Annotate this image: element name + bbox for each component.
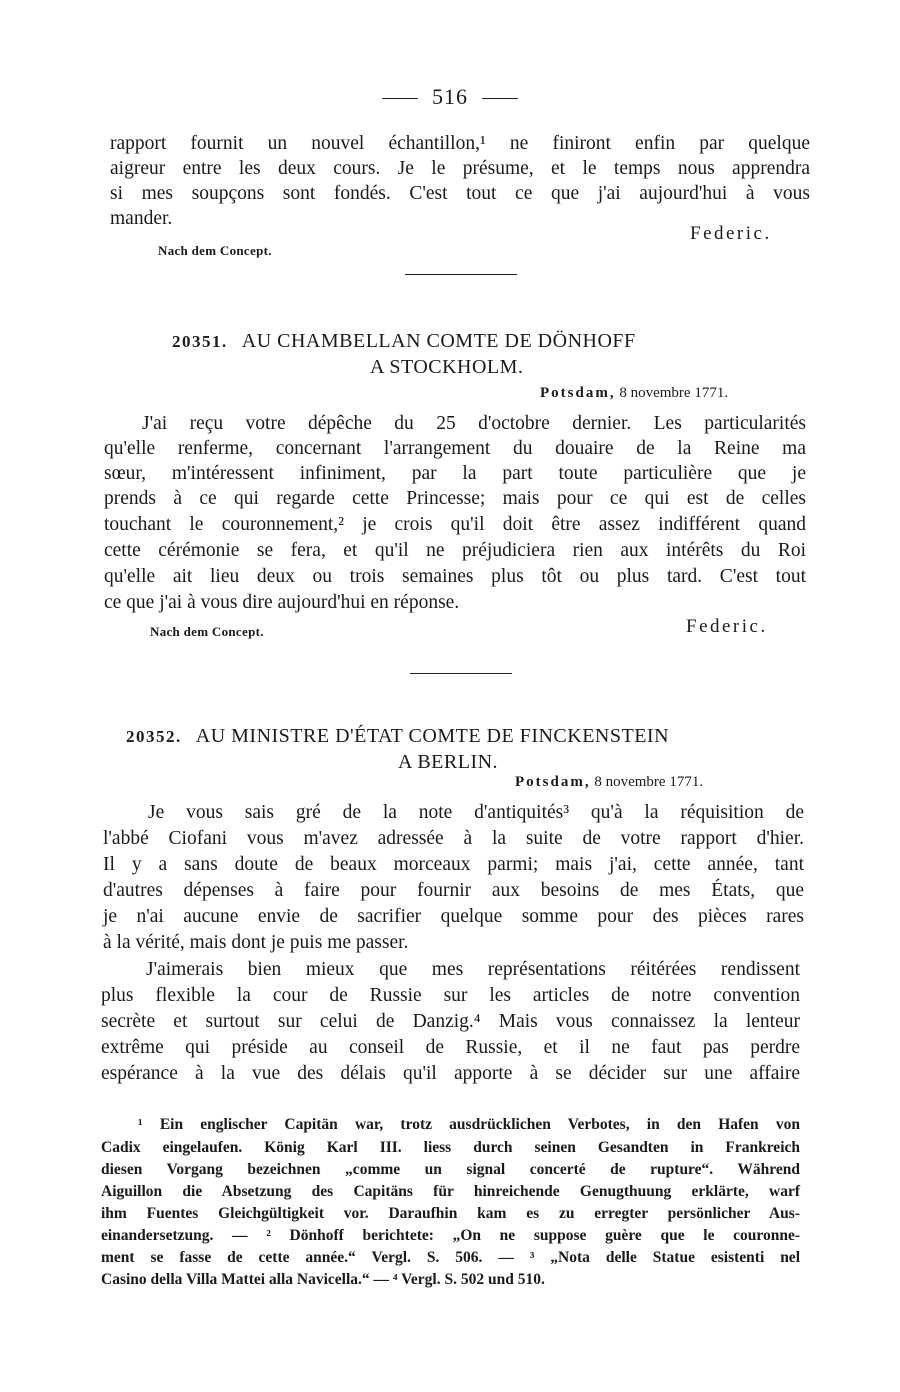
- text-line: ce que j'ai à vous dire aujourd'hui en réponse.: [104, 592, 460, 613]
- letter-number: 20351.: [172, 332, 228, 351]
- signature: Federic.: [686, 616, 768, 637]
- text-line: Il y a sans doute de beaux morceaux parmi; mais j'ai, cette année, tant: [103, 854, 804, 875]
- left-dash: [382, 98, 418, 99]
- date-place: Potsdam,: [515, 774, 591, 790]
- footnote-line: ment se fasse de cette année.“ Vergl. S. 506. — ³ „Nota delle Statue esistenti nel: [101, 1249, 800, 1266]
- text-line: mander.: [110, 208, 173, 229]
- footnote-line: ihm Fuentes Gleichgültigkeit vor. Daraufhin kam es zu erregter persönlicher Aus-: [101, 1205, 800, 1222]
- text-line: secrète et surtout sur celui de Danzig.⁴ Mais vous connaissez la lenteur: [101, 1011, 800, 1032]
- date-place: Potsdam,: [540, 385, 616, 401]
- letter-addressee: AU MINISTRE D'ÉTAT COMTE DE FINCKENSTEIN: [195, 725, 670, 747]
- footnote-line: diesen Vorgang bezeichnen „comme un signal concerté de rupture“. Während: [101, 1161, 800, 1178]
- footnote-line: ¹ Ein englischer Capitän war, trotz ausdrücklichen Verbotes, in den Hafen von: [138, 1116, 800, 1133]
- text-line: je n'ai aucune envie de sacrifier quelque somme pour des pièces rares: [103, 906, 804, 927]
- date-text: 8 novembre 1771.: [594, 774, 704, 790]
- letter-number: 20352.: [126, 727, 182, 746]
- text-line: sœur, m'intéressent infiniment, par la part toute particulière que je: [104, 463, 806, 484]
- source-note: Nach dem Concept.: [158, 243, 272, 258]
- letter-heading: [172, 330, 636, 353]
- text-line: si mes soupçons sont fondés. C'est tout ce que j'ai aujourd'hui à vous: [110, 183, 810, 204]
- letter-destination: A BERLIN.: [398, 751, 499, 773]
- page-number: 516: [432, 84, 468, 109]
- section-divider: [405, 274, 517, 275]
- dateline: [540, 385, 728, 402]
- text-line: aigreur entre les deux cours. Je le présume, et le temps nous apprendra: [110, 158, 810, 179]
- dateline: [515, 774, 703, 791]
- text-line: l'abbé Ciofani vous m'avez adressée à la suite de votre rapport d'hier.: [103, 828, 804, 849]
- text-line: qu'elle renferme, concernant l'arrangement du douaire de la Reine ma: [104, 438, 806, 459]
- text-line: Je vous sais gré de la note d'antiquités³ qu'à la réquisition de: [148, 802, 804, 823]
- letter-destination: A STOCKHOLM.: [370, 356, 524, 378]
- text-line: espérance à la vue des délais qu'il apporte à se décider sur une affaire: [101, 1063, 800, 1084]
- text-line: prends à ce qui regarde cette Princesse; mais pour ce qui est de celles: [104, 488, 806, 509]
- text-line: cette cérémonie se fera, et qu'il ne préjudiciera rien aux intérêts du Roi: [104, 540, 806, 561]
- footnote-line: Cadix eingelaufen. König Karl III. liess durch seinen Gesandten in Frankreich: [101, 1139, 800, 1156]
- section-divider: [410, 673, 512, 674]
- footnote-line: einandersetzung. — ² Dönhoff berichtete: „On ne suppose guère que le couronne-: [101, 1227, 800, 1244]
- footnote-line: Casino della Villa Mattei alla Navicella.“ — ⁴ Vergl. S. 502 und 510.: [101, 1271, 545, 1288]
- text-line: qu'elle ait lieu deux ou trois semaines plus tôt ou plus tard. C'est tout: [104, 566, 806, 587]
- text-line: J'ai reçu votre dépêche du 25 d'octobre dernier. Les particularités: [142, 413, 806, 434]
- source-note: Nach dem Concept.: [150, 624, 264, 639]
- letter-heading: [126, 725, 669, 748]
- text-line: à la vérité, mais dont je puis me passer.: [103, 932, 409, 953]
- running-head: [0, 84, 900, 110]
- text-line: rapport fournit un nouvel échantillon,¹ ne finiront enfin par quelque: [110, 133, 810, 154]
- right-dash: [482, 98, 518, 99]
- signature: Federic.: [690, 223, 772, 244]
- text-line: plus flexible la cour de Russie sur les articles de notre convention: [101, 985, 800, 1006]
- text-line: J'aimerais bien mieux que mes représentations réitérées rendissent: [146, 959, 800, 980]
- text-line: extrême qui préside au conseil de Russie, et il ne faut pas perdre: [101, 1037, 800, 1058]
- text-line: d'autres dépenses à faire pour fournir aux besoins de mes États, que: [103, 880, 804, 901]
- text-line: touchant le couronnement,² je crois qu'il doit être assez indifférent quand: [104, 514, 806, 535]
- footnote-line: Aiguillon die Absetzung des Capitäns für hinreichende Genugthuung erklärte, warf: [101, 1183, 800, 1200]
- date-text: 8 novembre 1771.: [619, 385, 729, 401]
- letter-addressee: AU CHAMBELLAN COMTE DE DÖNHOFF: [241, 330, 636, 352]
